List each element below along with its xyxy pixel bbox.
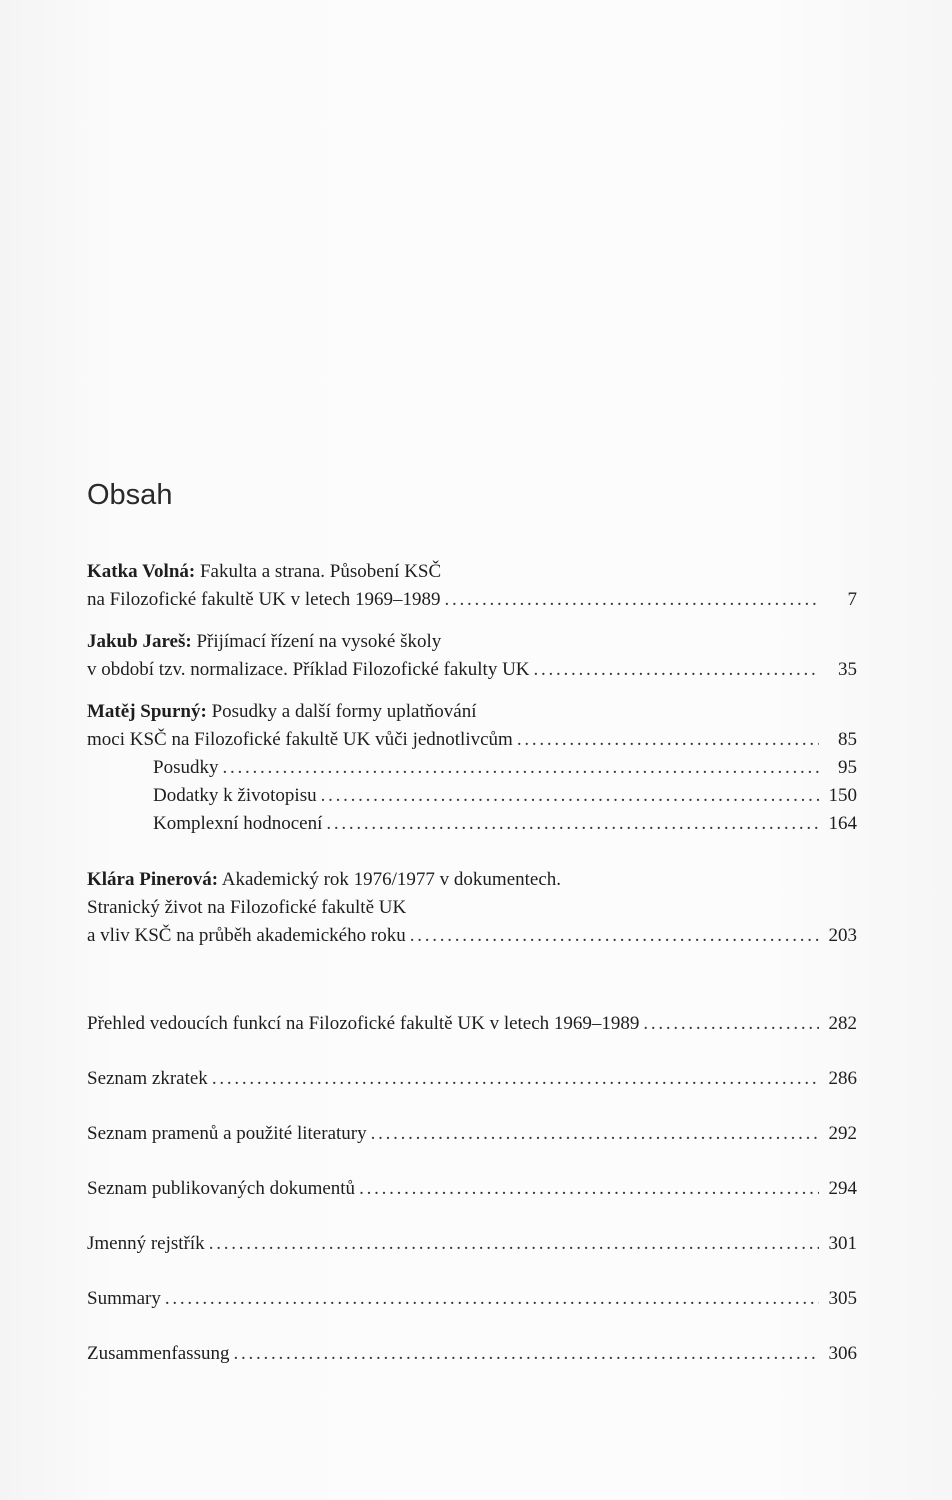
dot-leader [326,810,819,829]
section-author: Klára Pinerová: [87,869,219,890]
toc-section [87,628,857,684]
page-number: 305 [828,1288,857,1309]
section-author: Matěj Spurný: [87,701,207,722]
page-number: 95 [838,757,857,778]
toc-section [87,698,857,838]
page-number: 85 [838,729,857,750]
entry-title: Jmenný rejstřík [87,1233,205,1254]
section-author: Jakub Jareš: [87,631,192,652]
entry-title: Přehled vedoucích funkcí na Filozofické fakultě UK v letech 1969–1989 [87,1013,640,1034]
section-title-line: Fakulta a strana. Působení KSČ [195,561,442,582]
dot-leader [222,754,819,773]
page-number: 35 [838,659,857,680]
dot-leader [534,656,819,675]
dot-leader [212,1065,819,1084]
toc-appendix-entry [87,1175,857,1203]
section-title-line: Stranický život na Filozofické fakultě UK [87,897,407,918]
dot-leader [643,1010,819,1029]
section-title-line: moci KSČ na Filozofické fakultě UK vůči jednotlivcům [87,729,513,750]
entry-title: Zusammenfassung [87,1343,230,1364]
entry-title: Seznam pramenů a použité literatury [87,1123,367,1144]
page-number: 164 [828,813,857,834]
entry-title: Summary [87,1288,161,1309]
section-title-line: v období tzv. normalizace. Příklad Filozofické fakulty UK [87,659,530,680]
entry-title: Seznam zkratek [87,1068,208,1089]
table-of-contents [87,478,857,1368]
page-number: 203 [828,925,857,946]
page-number: 306 [828,1343,857,1364]
page-number: 294 [828,1178,857,1199]
toc-title: Obsah [87,479,173,511]
dot-leader [321,782,819,801]
section-author: Katka Volná: [87,561,196,582]
page-number: 150 [828,785,857,806]
dot-leader [165,1285,819,1304]
section-title-line: Posudky a další formy uplatňování [206,701,477,722]
section-title-line: na Filozofické fakultě UK v letech 1969–1989 [87,589,441,610]
toc-appendix-entry [87,1010,857,1038]
dot-leader [359,1175,819,1194]
page-number: 7 [847,589,857,610]
page-number: 301 [828,1233,857,1254]
toc-subsection [87,782,857,810]
subsection-title: Posudky [153,757,219,778]
toc-appendix-entry [87,1340,857,1368]
entry-title: Seznam publikovaných dokumentů [87,1178,356,1199]
dot-leader [371,1120,819,1139]
page-number: 282 [828,1013,857,1034]
dot-leader [209,1230,819,1249]
section-title-line: Přijímací řízení na vysoké školy [191,631,442,652]
toc-appendix-entry [87,1230,857,1258]
toc-section [87,866,857,950]
section-title-line: a vliv KSČ na průběh akademického roku [87,925,406,946]
section-title-line: Akademický rok 1976/1977 v dokumentech. [218,869,562,890]
dot-leader [233,1340,819,1359]
dot-leader [517,726,819,745]
toc-subsection [87,810,857,838]
toc-appendix-entry [87,1285,857,1313]
toc-appendix-entry [87,1120,857,1148]
toc-section [87,558,857,614]
dot-leader [410,922,819,941]
page-number: 292 [828,1123,857,1144]
page-number: 286 [828,1068,857,1089]
dot-leader [445,586,819,605]
toc-subsection [87,754,857,782]
subsection-title: Dodatky k životopisu [153,785,317,806]
subsection-title: Komplexní hodnocení [153,813,323,834]
toc-appendix-entry [87,1065,857,1093]
